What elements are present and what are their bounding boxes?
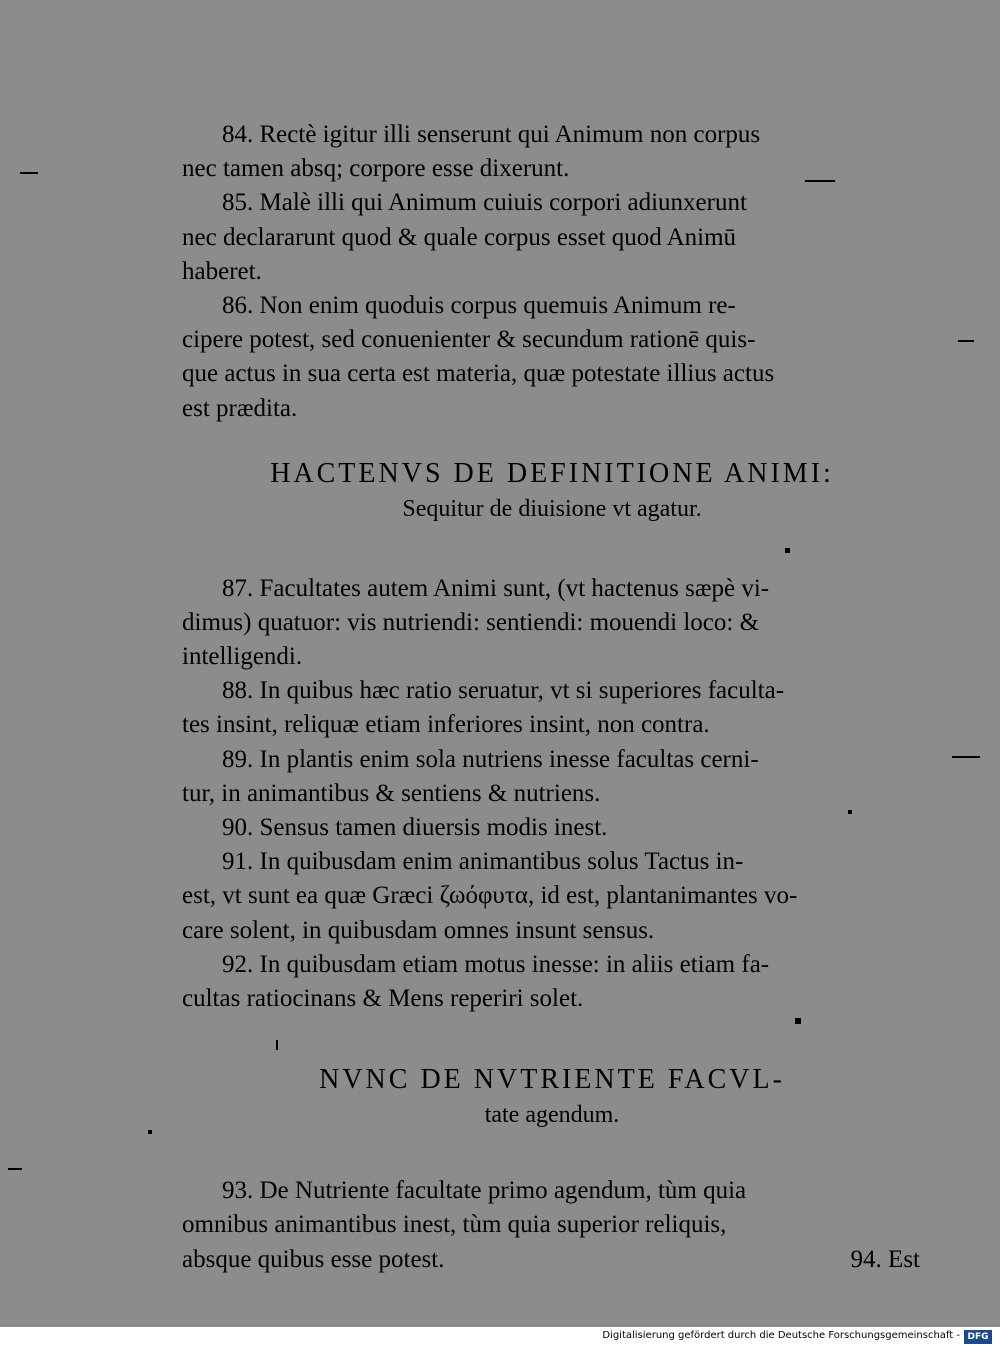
text-line: 84. Rectè igitur illi senserunt qui Animum non corpus — [222, 121, 761, 148]
text-line: 87. Facultates autem Animi sunt, (vt hactenus sæpè vi- — [222, 574, 770, 602]
footer-bar — [0, 1327, 1000, 1347]
scan-speck — [20, 172, 38, 174]
scan-speck — [276, 1040, 278, 1050]
paragraph-91 — [182, 845, 922, 948]
text-line: absque quibus esse potest. — [182, 1245, 445, 1273]
text-line: 90. Sensus tamen diuersis modis inest. — [222, 814, 608, 841]
scan-speck — [952, 756, 980, 758]
text-line: que actus in sua certa est materia, quæ potestate illius actus — [182, 360, 775, 388]
text-line: 89. In plantis enim sola nutriens inesse facultas cerni- — [222, 745, 759, 773]
text-line: est prædita. — [182, 394, 298, 422]
page-body — [182, 118, 922, 1277]
text-line: 93. De Nutriente facultate primo agendum, tùm quia — [222, 1177, 747, 1205]
scan-speck — [785, 548, 790, 553]
text-line: 88. In quibus hæc ratio seruatur, vt si superiores faculta- — [222, 677, 785, 705]
section-heading-nutriente — [182, 1062, 922, 1132]
scan-speck — [8, 1168, 22, 1170]
text-line: 86. Non enim quoduis corpus quemuis Animum re- — [222, 291, 736, 319]
text-line: tur, in animantibus & sentiens & nutriens. — [182, 779, 601, 807]
paragraph-88 — [182, 674, 922, 742]
text-line: cipere potest, sed conuenienter & secundum rationē quis- — [182, 326, 756, 354]
scan-speck — [805, 180, 835, 182]
paragraph-92 — [182, 948, 922, 1016]
section-heading-definition — [182, 456, 922, 526]
section-subtitle: Sequitur de diuisione vt agatur. — [402, 495, 702, 522]
section-title: HACTENVS DE DEFINITIONE ANIMI: — [270, 457, 834, 489]
scan-speck — [958, 340, 974, 342]
paragraph-86 — [182, 289, 922, 426]
text-line: 92. In quibusdam etiam motus inesse: in aliis etiam fa- — [222, 950, 770, 978]
paragraph-89 — [182, 743, 922, 811]
text-line: intelligendi. — [182, 643, 303, 671]
text-line: care solent, in quibusdam omnes insunt sensus. — [182, 916, 655, 944]
funding-credit: Digitalisierung gefördert durch die Deutsche Forschungsgemeinschaft - — [602, 1330, 960, 1341]
scan-speck — [148, 1130, 152, 1134]
paragraph-90 — [182, 811, 922, 845]
paragraph-85 — [182, 186, 922, 289]
paragraph-93 — [182, 1174, 922, 1277]
scan-speck — [848, 810, 852, 814]
text-line: omnibus animantibus inest, tùm quia superior reliquis, — [182, 1211, 727, 1239]
section-title: NVNC DE NVTRIENTE FACVL- — [319, 1064, 785, 1096]
text-line: haberet. — [182, 257, 262, 285]
text-line-with-catchword — [182, 1243, 922, 1277]
text-line: 85. Malè illi qui Animum cuiuis corpori adiunxerunt — [222, 189, 747, 217]
text-line: dimus) quatuor: vis nutriendi: sentiendi: mouendi loco: & — [182, 608, 760, 636]
catchword: 94. Est — [850, 1245, 920, 1273]
paragraph-84 — [182, 118, 922, 186]
dfg-logo: DFG — [964, 1330, 992, 1344]
text-line: cultas ratiocinans & Mens reperiri solet. — [182, 984, 584, 1012]
section-subtitle: tate agendum. — [484, 1102, 620, 1129]
text-line: nec tamen absq; corpore esse dixerunt. — [182, 155, 570, 183]
text-line: est, vt sunt ea quæ Græci ζωόφυτα, id est, plantanimantes vo- — [182, 882, 798, 910]
scan-speck — [795, 1018, 801, 1024]
paragraph-87 — [182, 572, 922, 675]
text-line: 91. In quibusdam enim animantibus solus Tactus in- — [222, 848, 744, 876]
text-line: tes insint, reliquæ etiam inferiores insint, non contra. — [182, 711, 710, 739]
text-line: nec declararunt quod & quale corpus esset quod Animū — [182, 223, 737, 251]
